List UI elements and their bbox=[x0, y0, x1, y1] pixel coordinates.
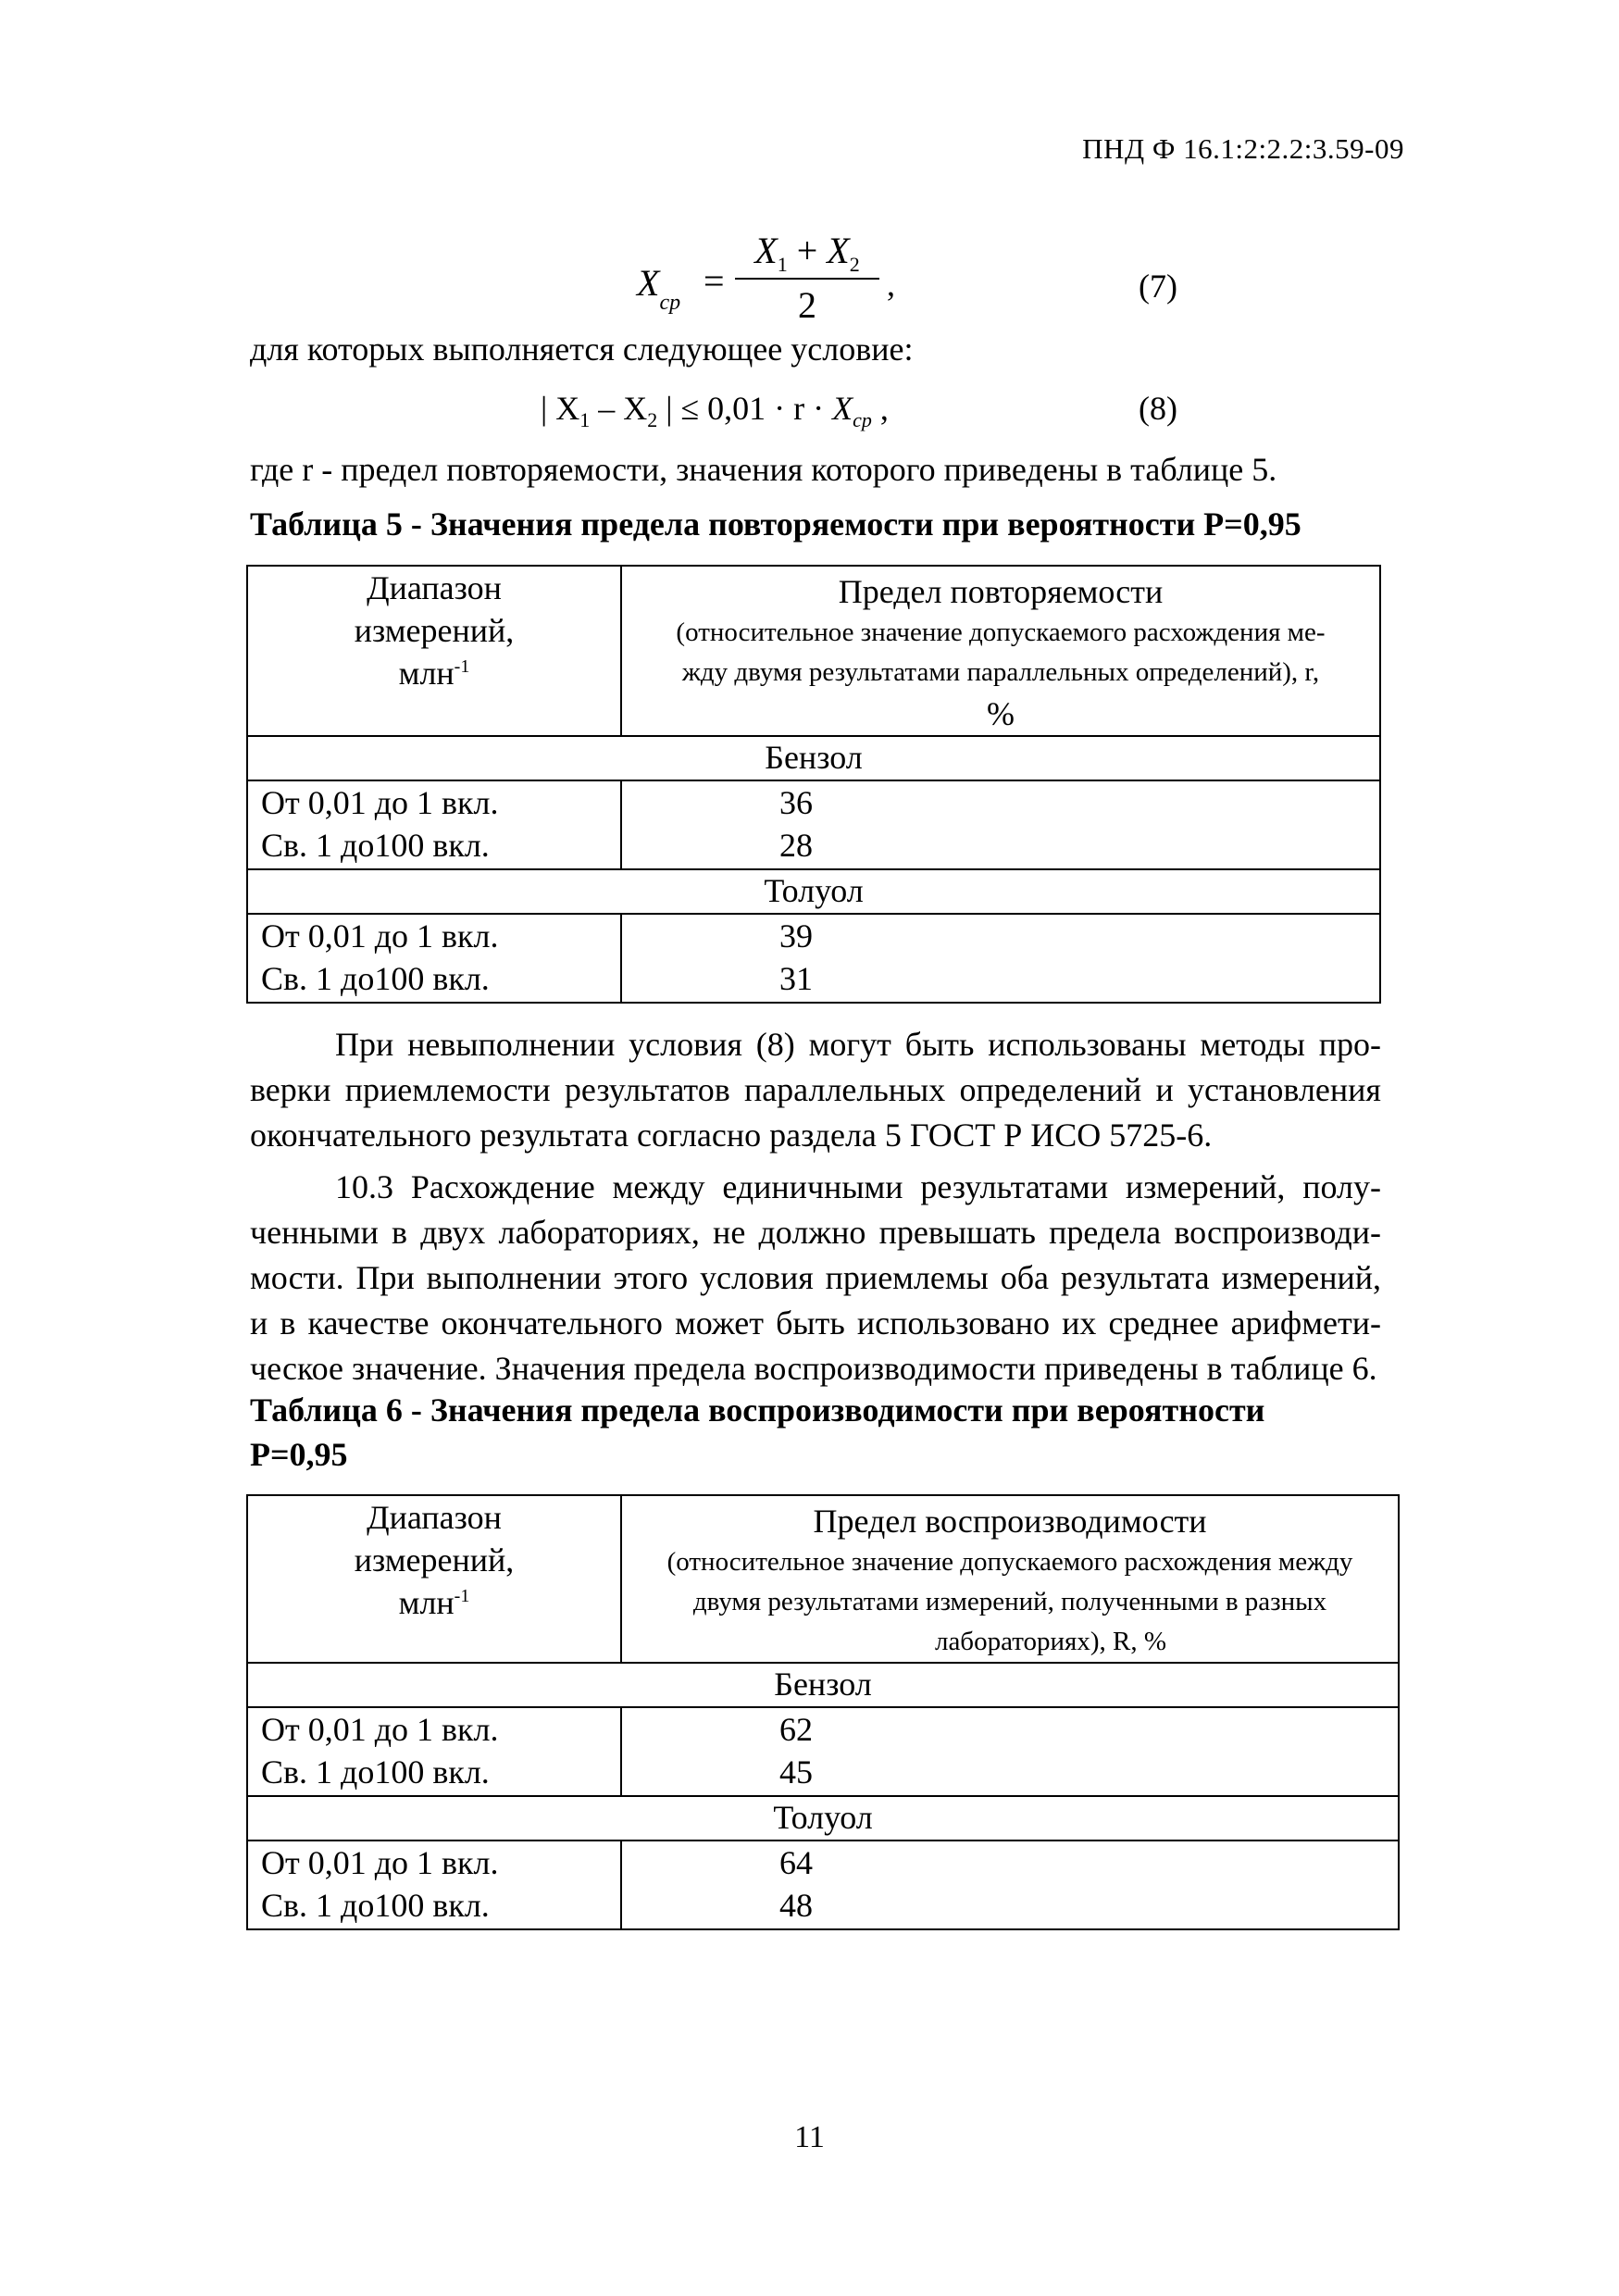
data-row bbox=[247, 780, 1380, 869]
header-limit-line: двумя результатами измерений, полученными в разных bbox=[692, 1587, 1327, 1616]
paragraph-line: 10.3 Расхождение между единичными результатами измерений, полу- bbox=[335, 1168, 1381, 1205]
header-limit-title: Предел повторяемости bbox=[838, 573, 1164, 610]
paragraph-line: верки приемлемости результатов параллельных определений и установления bbox=[250, 1071, 1381, 1108]
group-name: Толуол bbox=[247, 869, 1380, 914]
formula-7-label: (7) bbox=[1139, 268, 1177, 305]
range-cell bbox=[247, 1841, 621, 1929]
header-limit-line: % bbox=[987, 695, 1015, 732]
paragraph-line: и в качестве окончательного может быть использовано их среднее арифмети- bbox=[250, 1304, 1381, 1341]
group-row bbox=[247, 736, 1380, 780]
paragraph-acceptability bbox=[250, 1022, 1381, 1158]
range-value: Св. 1 до100 вкл. bbox=[261, 1887, 490, 1924]
table-5 bbox=[246, 565, 1381, 1004]
formula-7 bbox=[637, 228, 1229, 339]
range-value: От 0,01 до 1 вкл. bbox=[261, 784, 499, 821]
group-name: Бензол bbox=[247, 736, 1380, 780]
header-range-line: Диапазон bbox=[367, 1499, 502, 1536]
page-number: 11 bbox=[794, 2120, 825, 2154]
formula-7-lhs: $X_{ср}$ bbox=[637, 262, 681, 315]
formula-8: | $X_1 - X_2$ | ≤ $0,01 \cdot r \cdot X_{ср}$ , bbox=[541, 390, 889, 432]
data-row bbox=[247, 1841, 1399, 1929]
header-limit-cell bbox=[621, 1495, 1399, 1663]
header-range-unit: млн$^{-1}$ bbox=[398, 655, 470, 692]
paragraph-reproducibility bbox=[250, 1165, 1381, 1391]
document-code: ПНД Ф 16.1:2:2.2:3.59-09 bbox=[1082, 132, 1404, 165]
data-row bbox=[247, 1707, 1399, 1796]
range-value: От 0,01 до 1 вкл. bbox=[261, 1844, 499, 1881]
range-value: Св. 1 до100 вкл. bbox=[261, 960, 490, 997]
where-text: где r - предел повторяемости, значения которого приведены в таблице 5. bbox=[250, 451, 1277, 488]
header-limit-line: (относительное значение допускаемого расхождения ме- bbox=[676, 618, 1326, 647]
formula-7-comma: , bbox=[887, 266, 895, 303]
paragraph-line: При невыполнении условия (8) могут быть использованы методы про- bbox=[335, 1026, 1381, 1063]
fraction-bar bbox=[735, 278, 879, 280]
range-value: От 0,01 до 1 вкл. bbox=[261, 1711, 499, 1748]
limit-value: 45 bbox=[779, 1753, 813, 1791]
formula-7-numerator: $X_1 + X_2$ bbox=[754, 230, 860, 276]
formula-7-denominator: 2 bbox=[798, 284, 816, 326]
limit-value: 39 bbox=[779, 917, 813, 955]
header-range-line: измерений, bbox=[354, 612, 515, 649]
condition-text: для которых выполняется следующее условие: bbox=[250, 331, 914, 368]
header-limit-line: (относительное значение допускаемого расхождения между bbox=[666, 1547, 1353, 1577]
header-range-cell bbox=[247, 566, 621, 736]
limit-value: 28 bbox=[779, 827, 813, 864]
header-range-line: измерений, bbox=[354, 1541, 515, 1578]
header-limit-line: лабораториях), R, % bbox=[934, 1627, 1166, 1656]
group-name: Толуол bbox=[247, 1796, 1399, 1841]
range-value: От 0,01 до 1 вкл. bbox=[261, 917, 499, 955]
group-row bbox=[247, 1663, 1399, 1707]
limit-value: 36 bbox=[779, 784, 813, 821]
table-header-row bbox=[247, 1495, 1399, 1663]
limit-value: 48 bbox=[779, 1887, 813, 1924]
header-range-unit: млн$^{-1}$ bbox=[398, 1584, 470, 1621]
table-5-title: Таблица 5 - Значения предела повторяемости при вероятности Р=0,95 bbox=[250, 505, 1301, 543]
limit-value: 62 bbox=[779, 1711, 813, 1748]
range-value: Св. 1 до100 вкл. bbox=[261, 1753, 490, 1791]
group-row bbox=[247, 869, 1380, 914]
formula-7-equals: = bbox=[704, 260, 725, 302]
header-range-cell bbox=[247, 1495, 621, 1663]
paragraph-line: окончательного результата согласно раздела 5 ГОСТ Р ИСО 5725-6. bbox=[250, 1117, 1213, 1154]
header-range-line: Диапазон bbox=[367, 569, 502, 606]
header-limit-title: Предел воспроизводимости bbox=[813, 1503, 1207, 1540]
paragraph-line: ченными в двух лабораториях, не должно превышать предела воспроизводи- bbox=[250, 1214, 1381, 1251]
value-cell bbox=[621, 1841, 1399, 1929]
group-name: Бензол bbox=[247, 1663, 1399, 1707]
header-limit-cell bbox=[621, 566, 1380, 736]
header-limit-line: жду двумя результатами параллельных определений), r, bbox=[681, 657, 1320, 687]
formula-8-label: (8) bbox=[1139, 390, 1177, 427]
limit-value: 31 bbox=[779, 960, 813, 997]
range-cell bbox=[247, 1707, 621, 1796]
value-cell bbox=[621, 780, 1380, 869]
table-6-title-line: Таблица 6 - Значения предела воспроизводимости при вероятности bbox=[250, 1391, 1265, 1429]
table-6-title-line: Р=0,95 bbox=[250, 1436, 348, 1473]
table-header-row bbox=[247, 566, 1380, 736]
value-cell bbox=[621, 914, 1380, 1003]
paragraph-line: ческое значение. Значения предела воспроизводимости приведены в таблице 6. bbox=[250, 1350, 1377, 1387]
limit-value: 64 bbox=[779, 1844, 813, 1881]
value-cell bbox=[621, 1707, 1399, 1796]
paragraph-line: мости. При выполнении этого условия приемлемы оба результата измерений, bbox=[250, 1259, 1381, 1296]
table-6 bbox=[246, 1494, 1400, 1930]
range-value: Св. 1 до100 вкл. bbox=[261, 827, 490, 864]
data-row bbox=[247, 914, 1380, 1003]
range-cell bbox=[247, 780, 621, 869]
range-cell bbox=[247, 914, 621, 1003]
group-row bbox=[247, 1796, 1399, 1841]
formula-7-fraction bbox=[735, 228, 879, 328]
